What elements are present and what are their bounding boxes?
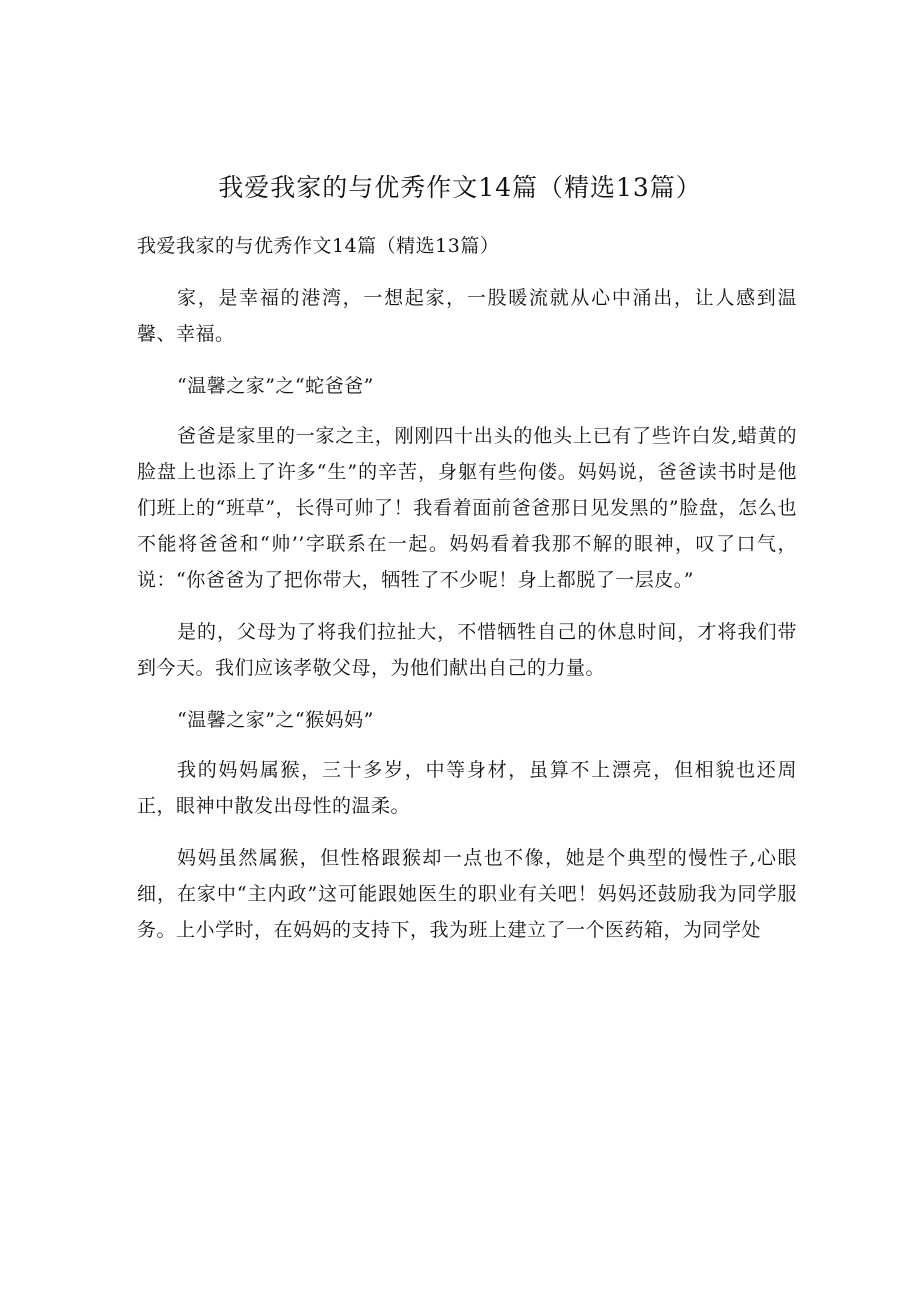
paragraph-intro: 家，是幸福的港湾，一想起家，一股暖流就从心中涌出，让人感到温馨、幸福。 [137, 287, 797, 345]
paragraph-parents: 是的，父母为了将我们拉扯大，不惜牺牲自己的休息时间，才将我们带到今天。我们应该孝敬父母，为他们献出自己的力量。 [137, 621, 797, 679]
document-body [137, 228, 797, 964]
paragraph-mom-appearance: 我的妈妈属猴，三十多岁，中等身材，虽算不上漂亮，但相貌也还周正，眼神中散发出母性的温柔。 [137, 759, 797, 817]
paragraph-dad: 爸爸是家里的一家之主，刚刚四十出头的他头上已有了些许白发,蜡黄的脸盘上也添上了许多“生”的辛苦，身躯有些佝偻。妈妈说，爸爸读书时是他们班上的“班草”，长得可帅了！我看着面前爸爸那日见发黑的”脸盘，怎么也不能将爸爸和“帅’’字联系在一起。妈妈看着我那不解的眼神，叹了口气，说：“你爸爸为了把你带大，牺牲了不少呢！身上都脱了一层皮。” [137, 425, 797, 591]
section-heading-snake-dad: “温馨之家”之“蛇爸爸” [177, 375, 374, 397]
document-title: 我爱我家的与优秀作文14篇（精选13篇） [218, 173, 702, 202]
document-subtitle: 我爱我家的与优秀作文14篇（精选13篇） [137, 235, 500, 257]
paragraph-mom-personality: 妈妈虽然属猴，但性格跟猴却一点也不像，她是个典型的慢性子,心眼细，在家中“主内政”这可能跟她医生的职业有关吧！妈妈还鼓励我为同学服务。上小学时，在妈妈的支持下，我为班上建立了一个医药箱，为同学处 [137, 847, 797, 941]
section-heading-monkey-mom: “温馨之家”之“猴妈妈” [177, 709, 374, 731]
